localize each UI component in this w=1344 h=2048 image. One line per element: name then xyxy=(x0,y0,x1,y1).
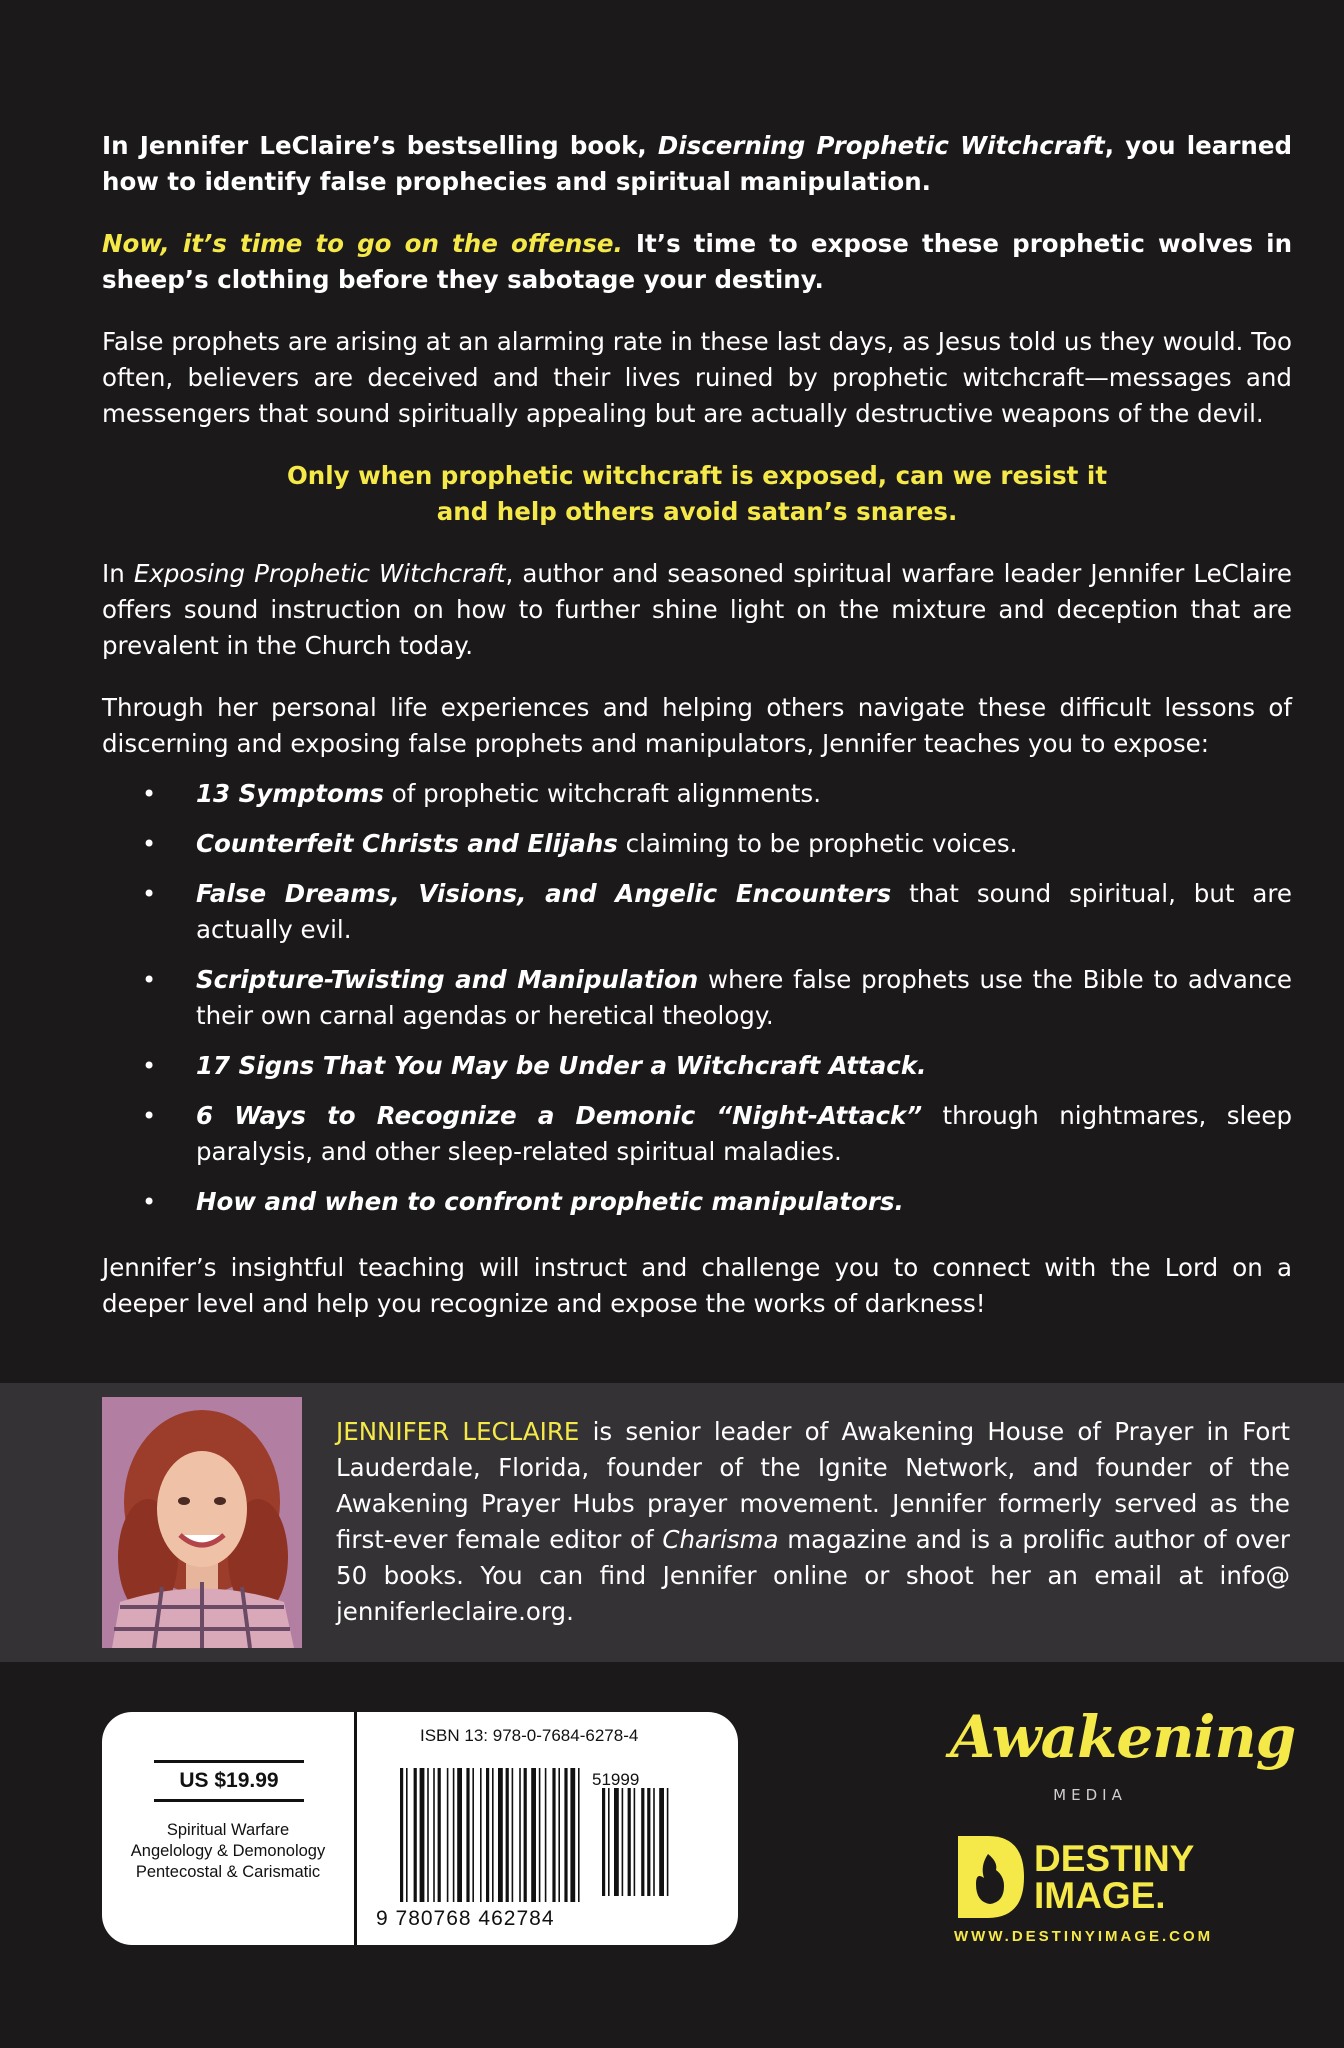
book-title-discerning: Discerning Prophetic Witchcraft xyxy=(657,131,1105,160)
offense-paragraph: Now, it’s time to go on the offense. It’s time to expose these prophetic wolves in sheep’s clothing before they sabotage your destiny. xyxy=(102,229,1293,294)
list-item: • False Dreams, Visions, and Angelic Encounters that sound spiritual, but are actually evil. xyxy=(102,876,1292,948)
closing-paragraph: Jennifer’s insightful teaching will instruct and challenge you to connect with the Lord on a deeper level and help you recognize and expose the works of darkness! xyxy=(102,1253,1292,1318)
offense-highlight: Now, it’s time to go on the offense. xyxy=(102,229,623,258)
intro-paragraph: In Jennifer LeClaire’s bestselling book, Discerning Prophetic Witchcraft, you learned how to identify false prophecies and spiritual manipulation. xyxy=(102,131,1293,196)
publisher-url: WWW.DESTINYIMAGE.COM xyxy=(954,1928,1214,1945)
author-name: JENNIFER LECLAIRE xyxy=(336,1417,580,1446)
list-item: • 17 Signs That You May be Under a Witchcraft Attack. xyxy=(102,1048,1292,1084)
barcode-card xyxy=(102,1712,738,1945)
categories: Spiritual Warfare Angelology & Demonology Pentecostal & Carismatic xyxy=(130,1821,326,1881)
list-item: • Counterfeit Christs and Elijahs claiming to be prophetic voices. xyxy=(102,826,1292,862)
price: US $19.99 xyxy=(154,1760,304,1802)
callout xyxy=(102,458,1292,530)
price-box xyxy=(102,1712,357,1945)
list-item: • How and when to confront prophetic manipulators. xyxy=(102,1184,1292,1220)
topics-list xyxy=(102,776,1292,1220)
author-photo xyxy=(102,1397,302,1648)
awakening-media-label: MEDIA xyxy=(1053,1786,1127,1804)
list-item: • 6 Ways to Recognize a Demonic “Night-Attack” through nightmares, sleep paralysis, and other sleep-related spiritual maladies. xyxy=(102,1098,1292,1170)
isbn: ISBN 13: 978-0-7684-6278-4 xyxy=(420,1726,639,1745)
barcode-addon: 51999 xyxy=(592,1770,640,1789)
false-prophets-paragraph: False prophets are arising at an alarming rate in these last days, as Jesus told us they would. Too often, believers are deceived and their lives ruined by prophetic witchcraft—messages and messengers that sound spiritually appealing but are actually destructive weapons of the devil. xyxy=(102,327,1292,428)
teaches-paragraph: Through her personal life experiences and helping others navigate these difficult lessons of discerning and exposing false prophets and manipulators, Jennifer teaches you to expose: xyxy=(102,693,1292,758)
destiny-image-logo-icon xyxy=(954,1832,1028,1922)
callout-line-1: Only when prophetic witchcraft is exposed, can we resist it xyxy=(286,461,1108,490)
magazine-name: Charisma xyxy=(662,1525,779,1554)
list-item: • Scripture-Twisting and Manipulation where false prophets use the Bible to advance their own carnal agendas or heretical theology. xyxy=(102,962,1292,1034)
list-item: • 13 Symptoms of prophetic witchcraft alignments. xyxy=(102,776,1292,812)
awakening-logo: Awakening xyxy=(950,1703,1296,1771)
back-cover-copy xyxy=(102,128,1292,1322)
author-bio: JENNIFER LECLAIRE is senior leader of Awakening House of Prayer in Fort Lauderdale, Florida, founder of the Ignite Network, and founder of the Awakening Prayer Hubs prayer movement. Jennifer formerly served as the first-ever female editor of Charisma magazine and is a prolific author of over 50 books. You can find Jennifer online or shoot her an email at info@ jenniferleclaire.org. xyxy=(336,1417,1291,1626)
callout-line-2: and help others avoid satan’s snares. xyxy=(436,497,958,526)
barcode-icon xyxy=(394,1768,694,1908)
barcode-digits: 9 780768 462784 xyxy=(376,1907,555,1930)
destiny-image-wordmark: DESTINY IMAGE. xyxy=(1034,1838,1195,1916)
book-title-exposing: Exposing Prophetic Witchcraft xyxy=(133,559,506,588)
author-intro-paragraph: In Exposing Prophetic Witchcraft, author and seasoned spiritual warfare leader Jennifer LeClaire offers sound instruction on how to further shine light on the mixture and deception that are prevalent in the Church today. xyxy=(102,559,1293,660)
